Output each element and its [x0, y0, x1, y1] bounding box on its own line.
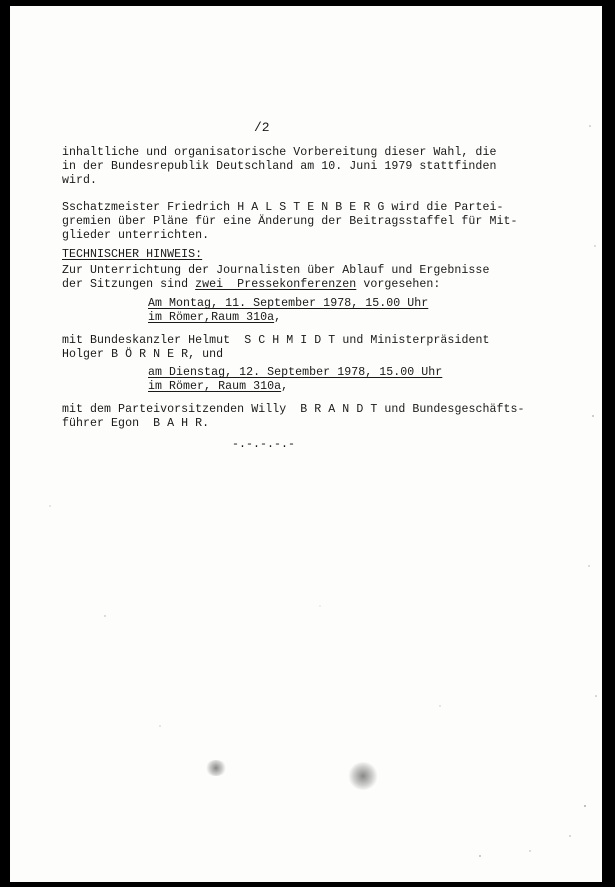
name-boerner: B Ö R N E R	[111, 348, 189, 361]
name-halstenberg: H A L S T E N B E R G	[237, 201, 385, 214]
page-number: /2	[254, 120, 270, 135]
scan-smudge	[348, 762, 378, 790]
para5-line-1	[62, 403, 525, 417]
para5-text: führer Egon	[62, 417, 154, 430]
para3-line-2	[62, 278, 440, 292]
para3-line-1: Zur Unterrichtung der Journalisten über Ablauf und Ergebnisse	[62, 264, 490, 277]
para2-text: wird die Partei-	[384, 201, 504, 214]
conference-1-place: im Römer,Raum 310a	[148, 311, 275, 324]
para2-line-3: glieder unterrichten.	[62, 229, 210, 242]
conference-2-date: am Dienstag, 12. September 1978, 15.00 Uhr	[148, 366, 443, 379]
para3-text: vorgesehen:	[356, 278, 441, 291]
name-bahr: B A H R	[153, 417, 203, 430]
para4-text: mit Bundeskanzler Helmut	[62, 334, 245, 347]
para1-line-3: wird.	[62, 174, 98, 187]
para4-line-2	[62, 348, 223, 362]
end-mark: -.-.-.-.-	[232, 438, 296, 451]
technical-note-heading: TECHNISCHER HINWEIS:	[62, 248, 203, 261]
document-page	[10, 6, 602, 882]
conference-2-place-line	[148, 380, 288, 394]
para5-text: .	[202, 417, 210, 430]
para4-text: und Ministerpräsident	[335, 334, 490, 347]
conference-1-place-line	[148, 311, 281, 325]
para1-line-1: inhaltliche und organisatorische Vorbereitung dieser Wahl, die	[62, 146, 497, 159]
para4-line-1	[62, 334, 489, 348]
para5-text: mit dem Parteivorsitzenden Willy	[62, 403, 301, 416]
para2-line-2: gremien über Pläne für eine Änderung der Beitragsstaffel für Mit-	[62, 215, 518, 228]
scan-noise	[10, 6, 602, 882]
para2-text: Sschatzmeister Friedrich	[62, 201, 238, 214]
press-conferences-count: zwei Pressekonferenzen	[195, 278, 357, 291]
name-schmidt: S C H M I D T	[244, 334, 336, 347]
para5-text: und Bundesgeschäfts-	[377, 403, 525, 416]
para1-line-2: in der Bundesrepublik Deutschland am 10. Juni 1979 stattfinden	[62, 160, 497, 173]
para4-text: , und	[188, 348, 224, 361]
conference-1-date: Am Montag, 11. September 1978, 15.00 Uhr	[148, 297, 429, 310]
conference-2-place: im Römer, Raum 310a	[148, 380, 282, 393]
para2-line-1	[62, 201, 503, 215]
para3-text: der Sitzungen sind	[62, 278, 196, 291]
punctuation: ,	[274, 311, 282, 324]
punctuation: ,	[281, 380, 289, 393]
para5-line-2	[62, 417, 209, 431]
para4-text: Holger	[62, 348, 112, 361]
scan-smudge	[205, 760, 227, 776]
name-brandt: B R A N D T	[300, 403, 378, 416]
